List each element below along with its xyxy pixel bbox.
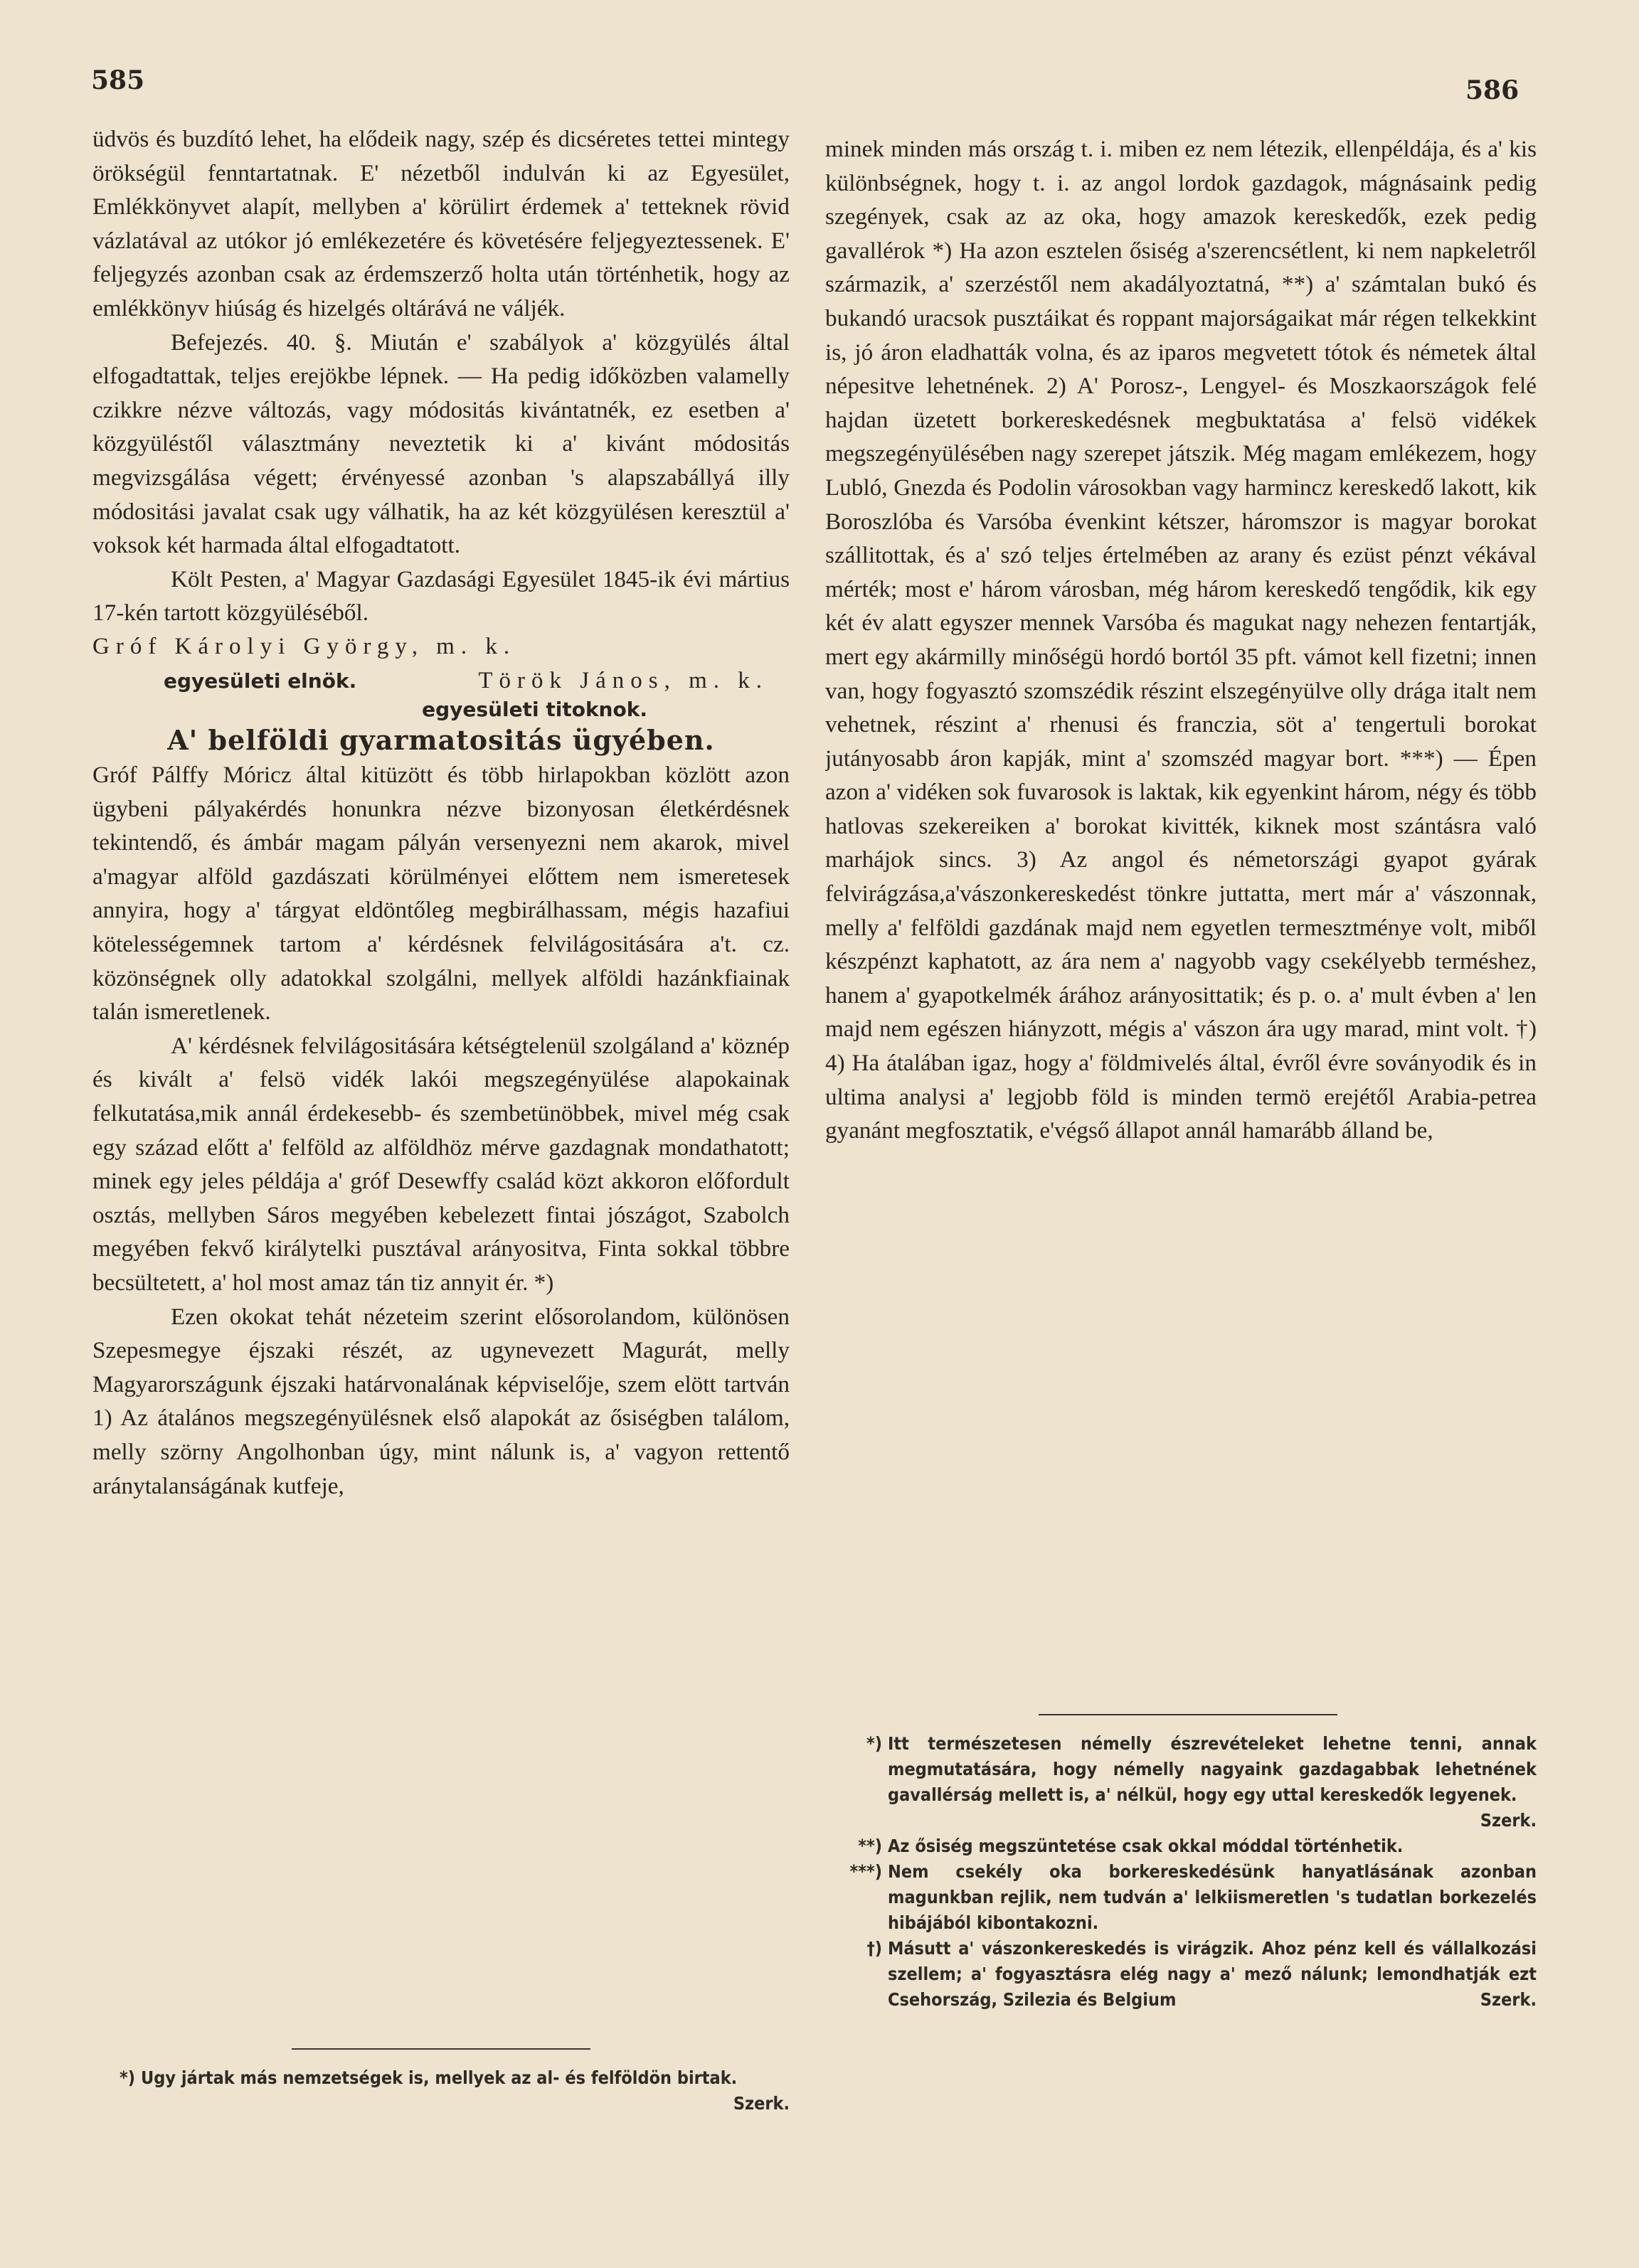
footnote-rule bbox=[292, 2048, 590, 2050]
footnote-text: Másutt a' vászonkereskedés is virágzik. Ahoz pénz kell és vállalkozási szellem; a' fogyasztásra elég nagy a' mező nálunk; lemondhatják ezt Csehország, Szilezia és Belgium bbox=[888, 1938, 1537, 2010]
footnote-signoff: Szerk. bbox=[733, 2093, 790, 2114]
left-column-text bbox=[92, 122, 790, 1993]
signature-block bbox=[92, 630, 790, 721]
section-heading: A' belföldi gyarmatositás ügyében. bbox=[167, 724, 715, 757]
footnote-text: Ugy jártak más nemzetségek is, mellyek az al- és felföldön birtak. bbox=[141, 2067, 738, 2088]
signature-name-president: Gróf Károlyi György, m. k. bbox=[92, 633, 516, 659]
footnote-text: Az ősiség megszüntetése csak okkal móddal történhetik. bbox=[888, 1836, 1404, 1856]
page-number-right: 586 bbox=[1465, 75, 1519, 105]
footnote-signoff: Szerk. bbox=[1480, 1810, 1537, 1831]
signature-title-president: egyesületi elnök. bbox=[164, 669, 357, 693]
footnote bbox=[839, 1731, 1537, 1833]
right-column-text bbox=[825, 132, 1537, 1917]
left-column bbox=[92, 122, 790, 1993]
paragraph: Gróf Pálffy Móricz által kitüzött és több hirlapokban közlött azon ügybeni pályakérdés honunkra nézve bizonyosan életkérdésnek tekintendő, és ámbár magam pályán versenyezni nem akarok, mivel a'magyar alföld gazdászati körülményei előttem nem ismeretesek annyira, hogy a' tárgyat eldöntőleg megbirálhassam, mégis hazafiui kötelességemnek tartom a' kérdésnek felvilágositására a't. cz. közönségnek olly adatokkal szolgálni, mellyek alföldi hazánkfiainak talán ismeretlenek. bbox=[92, 762, 790, 1026]
paragraph: A' kérdésnek felvilágositására kétségtelenül szolgáland a' köznép és kivált a' felsö vidék lakói megszegényülése alapokainak felkutatása,mik annál érdekesebb- és szembetünöbbek, mivel még csak egy század előtt a' felföld az alföldhöz mérve gazdagnak mondathatott; minek egy jeles példája a' gróf Desewffy család közt akkoron előfordult osztás, mellyben Sáros megyében kebelezett fintai jószágot, Szabolch megyében fekvő királytelki pusztával arányositva, Finta sokkal többre becsültetett, a' hol most amaz tán tiz annyit ér. *) bbox=[92, 1032, 790, 1296]
right-footnotes bbox=[839, 1714, 1537, 2013]
paragraph: üdvös és buzdító lehet, ha elődeik nagy, szép és dicséretes tettei mintegy örökségül fenntartatnak. E' nézetből indulván ki az Egyesület, Emlékkönyvet alapít, mellyben a' körülirt érdemek a' tetteknek rövid vázlatával az utókor jó emlékezetére és követésére feljegyeztessenek. E' feljegyzés azonban csak az érdemszerző holta után történhetik, hogy az emlékkönyv hiúság és hizelgés oltárává ne váljék. bbox=[92, 126, 790, 321]
left-footnotes bbox=[92, 2048, 790, 2117]
footnote-signoff: Szerk. bbox=[1480, 1989, 1537, 2010]
paragraph: minek minden más ország t. i. miben ez nem létezik, ellenpéldája, és a' kis különbségnek, hogy t. i. az angol lordok gazdagok, mágnásaink pedig szegények, csak az az oka, hogy amazok kereskedők, ezek pedig gavallérok *) Ha azon esztelen ősiség a'szerencsétlent, ki nem napkeletről származik, a' szerzéstől nem akadályoztatná, **) a' számtalan bukó és bukandó uracsok pusztáikat és roppant majorságaikat már régen telkekkint is, jó áron eladhatták volna, és az iparos megvetett tótok és németek által népesitve lehetnének. 2) A' Porosz-, Lengyel- és Moszkaországok felé hajdan üzetett borkereskedésnek megbuktatása a' felsö vidékek megszegényülésében nagy szerepet játszik. Még magam emlékezem, hogy Lubló, Gnezda és Podolin városokban vagy harmincz kereskedő lakott, kik Boroszlóba és Varsóba évenkint kétszer, háromszor is magyar borokat szállitottak, és a' szó teljes értelmében az arany és ezüst pénzt vékával mérték; most e' három városban, még három kereskedő tengődik, kik egy két év alatt egyszer mennek Varsóba és magukat nagy nehezen fentartják, mert egy akármilly minőségü hordó bortól 35 pft. vámot kell fizetni; innen van, hogy fogyasztó szomszédik részint elszegényülve olly drága italt nem vehetnek, részint a' rhenusi és franczia, söt a' tengertuli borokat jutányosabb áron kapják, mint a' szomszéd magyar bort. ***) — Épen azon a' vidéken sok fuvarosok is laktak, kik egyenkint három, négy és több hatlovas szekereiken a' borokat kivitték, kiknek most szántásra való marhájok sincs. 3) Az angol és németországi gyapot gyárak felvirágzása,a'vászonkereskedést tönkre juttatta, mert már a' vászonnak, melly a' felföldi gazdának majd nem egyetlen termesztménye volt, miből készpénzt kaphatott, az ára nem a' nagyobb vagy csekélyebb terméshez, hanem a' gyapotkelmék árához arányosittatik; és p. o. a' mult évben a' len majd nem egészen hiányzott, mégis a' vászon ára ugy marad, mint volt. †) 4) Ha átalában igaz, hogy a' földmivelés által, évről évre soványodik és in ultima analysi a' legjobb föld is minden termö erejétől Arabia-petrea gyanánt megfosztatik, e'végső állapot annál hamarább álland be, bbox=[825, 136, 1537, 1144]
footnote-mark: *) bbox=[119, 2067, 135, 2088]
signature-title-secretary: egyesületi titoknok. bbox=[422, 698, 647, 722]
page-number-left: 585 bbox=[91, 65, 145, 95]
footnote-mark: †) bbox=[866, 1938, 882, 1959]
footnote bbox=[839, 1859, 1537, 1936]
paragraph-dated: Költ Pesten, a' Magyar Gazdasági Egyesület 1845-ik évi mártius 17-kén tartott közgyüléséből. bbox=[92, 565, 790, 627]
right-column bbox=[825, 132, 1537, 1917]
footnote-mark: **) bbox=[858, 1836, 882, 1856]
footnote bbox=[92, 2065, 790, 2117]
footnote-mark: *) bbox=[866, 1733, 882, 1754]
footnote-rule bbox=[1039, 1714, 1337, 1715]
footnote-mark: ***) bbox=[849, 1861, 882, 1882]
paragraph: Ezen okokat tehát nézeteim szerint elősorolandom, különösen Szepesmegye éjszaki részét, az ugynevezett Magurát, melly Magyarországunk éjszaki határvonalának képviselője, szem elött tartván 1) Az átalános megszegényülésnek első alapokát az ősiségben találom, melly szörny Angolhonban úgy, mint nálunk is, a' vagyon rettentő aránytalanságának kutfeje, bbox=[92, 1303, 790, 1499]
footnote-text: Nem csekély oka borkereskedésünk hanyatlásának azonban magunkban rejlik, nem tudván a' lelkiismeretlen 's tudatlan borkezelés hibájából kibontakozni. bbox=[888, 1861, 1537, 1933]
footnote bbox=[839, 1833, 1537, 1859]
signature-name-secretary: Török János, m. k. bbox=[478, 667, 768, 693]
footnote-text: Itt természetesen némelly észrevételeket lehetne tenni, annak megmutatására, hogy némelly nagyaink gazdagabbak lehetnének gavallérság mellett is, a' nélkül, hogy egy uttal kereskedők legyenek. bbox=[888, 1733, 1537, 1805]
paragraph-closing-clause: Befejezés. 40. §. Miután e' szabályok a' közgyülés által elfogadtattak, teljes erejökbe lépnek. — Ha pedig időközben valamelly czikkre nézve változás, vagy módositás kivántatnék, ez esetben a' közgyüléstől választmány neveztetik ki a' kivánt módositás megvizsgálása végett; érvényessé azonban 's alapszabállyá illy módositási javalat csak ugy válhatik, ha az két közgyülésen keresztül a' voksok két harmada által elfogadtatott. bbox=[92, 329, 790, 559]
footnote bbox=[839, 1936, 1537, 2013]
